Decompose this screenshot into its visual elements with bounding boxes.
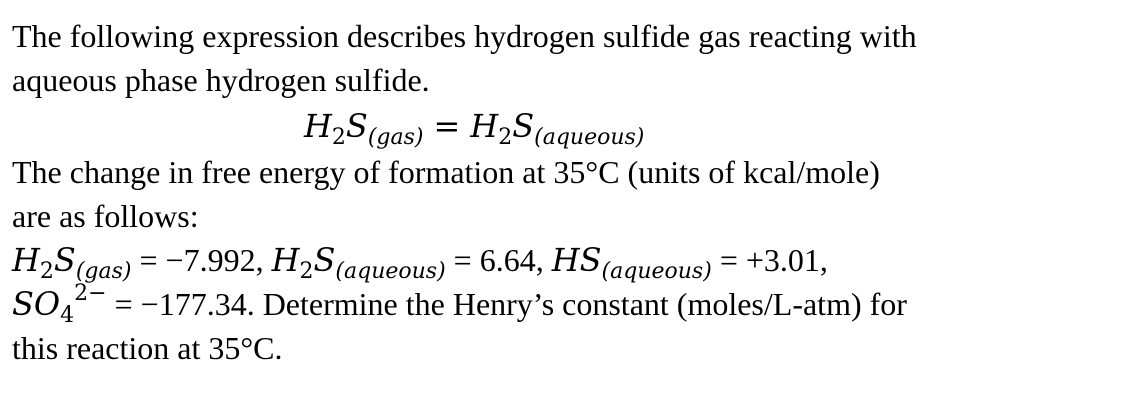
rhs-subscript-2: 2 [498, 125, 513, 150]
equals-sign: = [433, 107, 461, 145]
rhs-hydrogen: H [470, 107, 499, 145]
rhs-phase: (aqueous) [534, 125, 645, 150]
free-energy-line-1: The change in free energy of formation at 35°C (units of kcal/mole) [12, 154, 880, 190]
hs-aq-symbol: HS [551, 241, 602, 279]
free-energy-line-2: are as follows: [12, 198, 199, 234]
lhs-subscript-2: 2 [331, 125, 346, 150]
h2s-gas-hydrogen: H [12, 241, 40, 279]
h2s-gas-sulfur: S [53, 241, 76, 279]
hs-aq-value: = +3.01, [719, 242, 828, 278]
h2s-aq-value: = 6.64, [453, 242, 552, 278]
h2s-aq-subscript: 2 [299, 259, 314, 284]
closing-line: this reaction at 35°C. [12, 330, 283, 366]
hs-aq-phase: (aqueous) [601, 259, 712, 284]
reaction-equation [12, 102, 1112, 150]
intro-line-2: aqueous phase hydrogen sulfide. [12, 62, 430, 98]
h2s-gas-value: = −7.992, [139, 242, 272, 278]
lhs-hydrogen: H [304, 107, 332, 145]
sulfate-charge: 2− [74, 281, 107, 306]
question-text: Determine the Henry’s constant (moles/L-atm) for [262, 286, 907, 322]
h2s-aq-term [271, 241, 446, 284]
sulfate-value: = −177.34. [114, 286, 263, 322]
problem-statement [12, 14, 1112, 370]
h2s-aq-phase: (aqueous) [335, 259, 446, 284]
hs-aq-term [551, 241, 712, 284]
h2s-gas-subscript: 2 [39, 259, 54, 284]
sulfate-symbol: SO [12, 285, 61, 323]
h2s-gas-term [12, 241, 132, 284]
lhs-phase: (gas) [367, 125, 424, 150]
lhs-sulfur: S [345, 107, 368, 145]
sulfate-subscript: 4 [60, 303, 75, 328]
sulfate-line [12, 282, 1112, 326]
values-line [12, 238, 1112, 282]
h2s-aq-hydrogen: H [271, 241, 300, 279]
h2s-gas-phase: (gas) [75, 259, 132, 284]
intro-line-1: The following expression describes hydrogen sulfide gas reacting with [12, 18, 917, 54]
rhs-sulfur: S [512, 107, 535, 145]
sulfate-term [12, 281, 107, 328]
h2s-aq-sulfur: S [313, 241, 336, 279]
